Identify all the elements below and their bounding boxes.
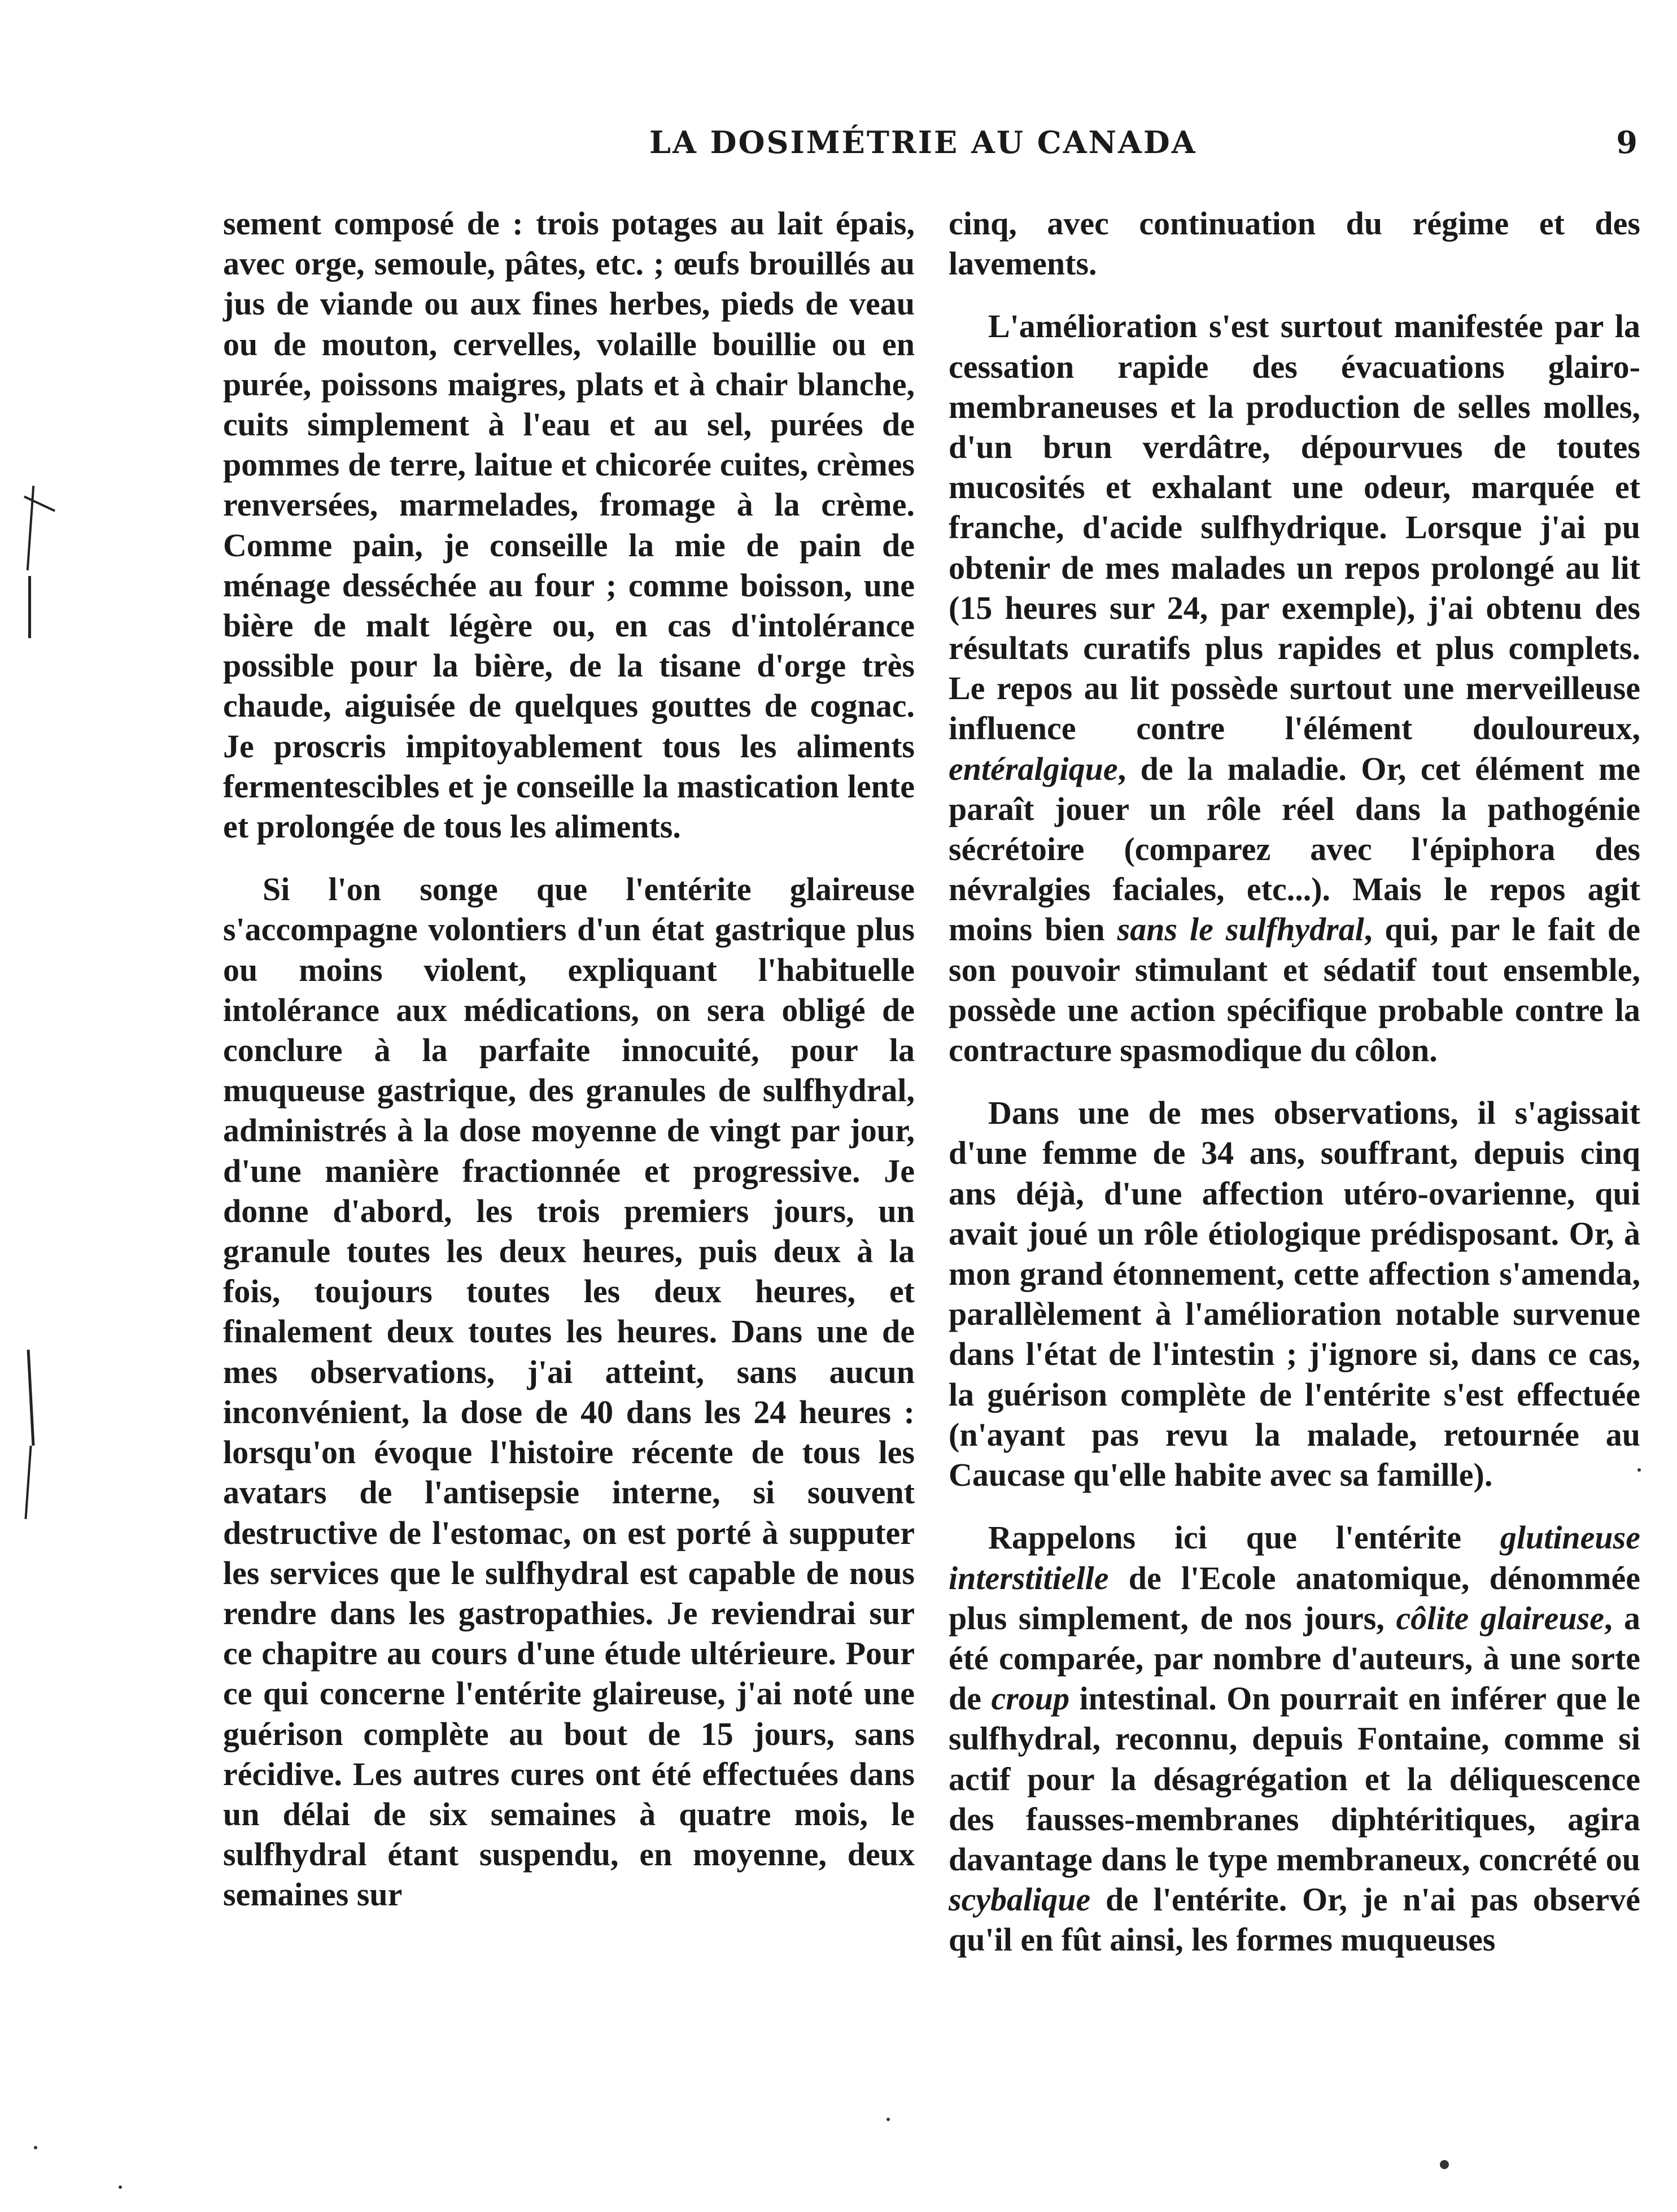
italic-text: glutineuse interstitielle [949, 1519, 1640, 1596]
margin-mark [24, 496, 55, 512]
text-run: cinq, avec continuation du régime et des lavements. [949, 205, 1640, 282]
page-number: 9 [1616, 124, 1637, 160]
paragraph [949, 203, 1640, 283]
scan-speck [34, 2146, 37, 2149]
running-title: LA DOSIMÉTRIE AU CANADA [649, 124, 1197, 160]
scan-speck [1637, 1468, 1641, 1472]
paragraph [223, 869, 915, 1914]
italic-text: croup [991, 1680, 1070, 1717]
text-run: sement composé de : trois potages au lait épais, avec orge, semoule, pâtes, etc. ; œufs brouillés au jus de viande ou aux fines herbes, pieds de veau ou de mouton, cervelles, volaille bouillie ou en purée, poissons maigres, plats et à chair blanche, cuits simplement à l'eau et au sel, purées de pommes de terre, laitue et chicorée cuites, crèmes renversées, marmelades, fromage à la crème. Comme pain, je conseille la mie de pain de ménage desséchée au four ; comme boisson, une bière de malt légère ou, en cas d'intolérance possible pour la bière, de la tisane d'orge très chaude, aiguisée de quelques gouttes de cognac. Je proscris impitoyablement tous les aliments fermentescibles et je conseille la mastication lente et prolongée de tous les aliments. [223, 205, 915, 845]
text-run: intestinal. On pourrait en inférer que le sulfhydral, reconnu, depuis Fontaine, comme si actif pour la désagrégation et la déliquescence des fausses-membranes diphtéritiques, agira davantage dans le type membraneux, concrété ou [949, 1680, 1641, 1878]
text-run: , de la maladie. Or, cet élément me paraît jouer un rôle réel dans la pathogénie sécrétoire (comparez avec l'épiphora des névralgies faciales, etc...). Mais le repos agit moins bien [949, 750, 1640, 948]
italic-text: entéralgique [949, 750, 1118, 787]
paragraph [223, 203, 915, 847]
text-run: , qui, par le fait de son pouvoir stimulant et sédatif tout ensemble, possède une action spécifique probable contre la contracture spasmodique du côlon. [949, 911, 1640, 1069]
text-run: Dans une de mes observations, il s'agissait d'une femme de 34 ans, souffrant, depuis cinq ans déjà, d'une affection utéro-ovarienne, qui avait joué un rôle étiologique prédisposant. Or, à mon grand étonnement, cette affection s'amenda, parallèlement à l'amélioration notable survenue dans l'état de l'intestin ; j'ignore si, dans ce cas, la guérison complète de l'entérite s'est effectuée (n'ayant pas revu la malade, retournée au Caucase qu'elle habite avec sa famille). [949, 1094, 1640, 1494]
paragraph [949, 1517, 1640, 1960]
right-column [949, 203, 1640, 1960]
paragraph [949, 1093, 1640, 1495]
text-run: Rappelons ici que l'entérite [988, 1519, 1500, 1556]
scan-speck [119, 2185, 122, 2189]
left-column [223, 203, 915, 1915]
margin-mark [24, 1446, 32, 1519]
italic-text: sans le sulfhydral [1117, 911, 1364, 948]
text-run: , a été comparée, par nombre d'auteurs, à une sorte de [949, 1599, 1640, 1717]
italic-text: côlite glaireuse [1396, 1599, 1604, 1637]
text-run: L'amélioration s'est surtout manifestée par la cessation rapide des évacuations glairo-membraneuses et la production de selles molles, d'un brun verdâtre, dépourvues de toutes mucosités et exhalant une odeur, marquée et franche, d'acide sulfhydrique. Lorsque j'ai pu obtenir de mes malades un repos prolongé au lit (15 heures sur 24, par exemple), j'ai obtenu des résultats curatifs plus rapides et plus complets. Le repos au lit possède surtout une merveilleuse influence contre l'élément douloureux, [949, 308, 1640, 747]
text-run: de l'Ecole anatomique, dénommée plus simplement, de nos jours, [949, 1559, 1640, 1637]
margin-mark [27, 1350, 35, 1446]
italic-text: scybalique [949, 1881, 1091, 1918]
paragraph [949, 306, 1640, 1070]
text-run: de l'entérite. Or, je n'ai pas observé qu'il en fût ainsi, les formes muqueuses [949, 1881, 1640, 1958]
scan-speck [886, 2118, 890, 2121]
page-header [649, 124, 1637, 175]
scan-speck [1440, 2160, 1449, 2169]
margin-mark [28, 576, 31, 638]
text-run: Si l'on songe que l'entérite glaireuse s'accompagne volontiers d'un état gastrique plus ou moins violent, expliquant l'habituelle intolérance aux médications, on sera obligé de conclure à la parfaite innocuité, pour la muqueuse gastrique, des granules de sulfhydral, administrés à la dose moyenne de vingt par jour, d'une manière fractionnée et progressive. Je donne d'abord, les trois premiers jours, un granule toutes les deux heures, puis deux à la fois, toujours toutes les deux heures, et finalement deux toutes les heures. Dans une de mes observations, j'ai atteint, sans aucun inconvénient, la dose de 40 dans les 24 heures : lorsqu'on évoque l'histoire récente de tous les avatars de l'antisepsie interne, si souvent destructive de l'estomac, on est porté à supputer les services que le sulfhydral est capable de nous rendre dans les gastropathies. Je reviendrai sur ce chapitre au cours d'une étude ultérieure. Pour ce qui concerne l'entérite glaireuse, j'ai noté une guérison complète au bout de 15 jours, sans récidive. Les autres cures ont été effectuées dans un délai de six semaines à quatre mois, le sulfhydral étant suspendu, en moyenne, deux semaines sur [223, 871, 915, 1913]
